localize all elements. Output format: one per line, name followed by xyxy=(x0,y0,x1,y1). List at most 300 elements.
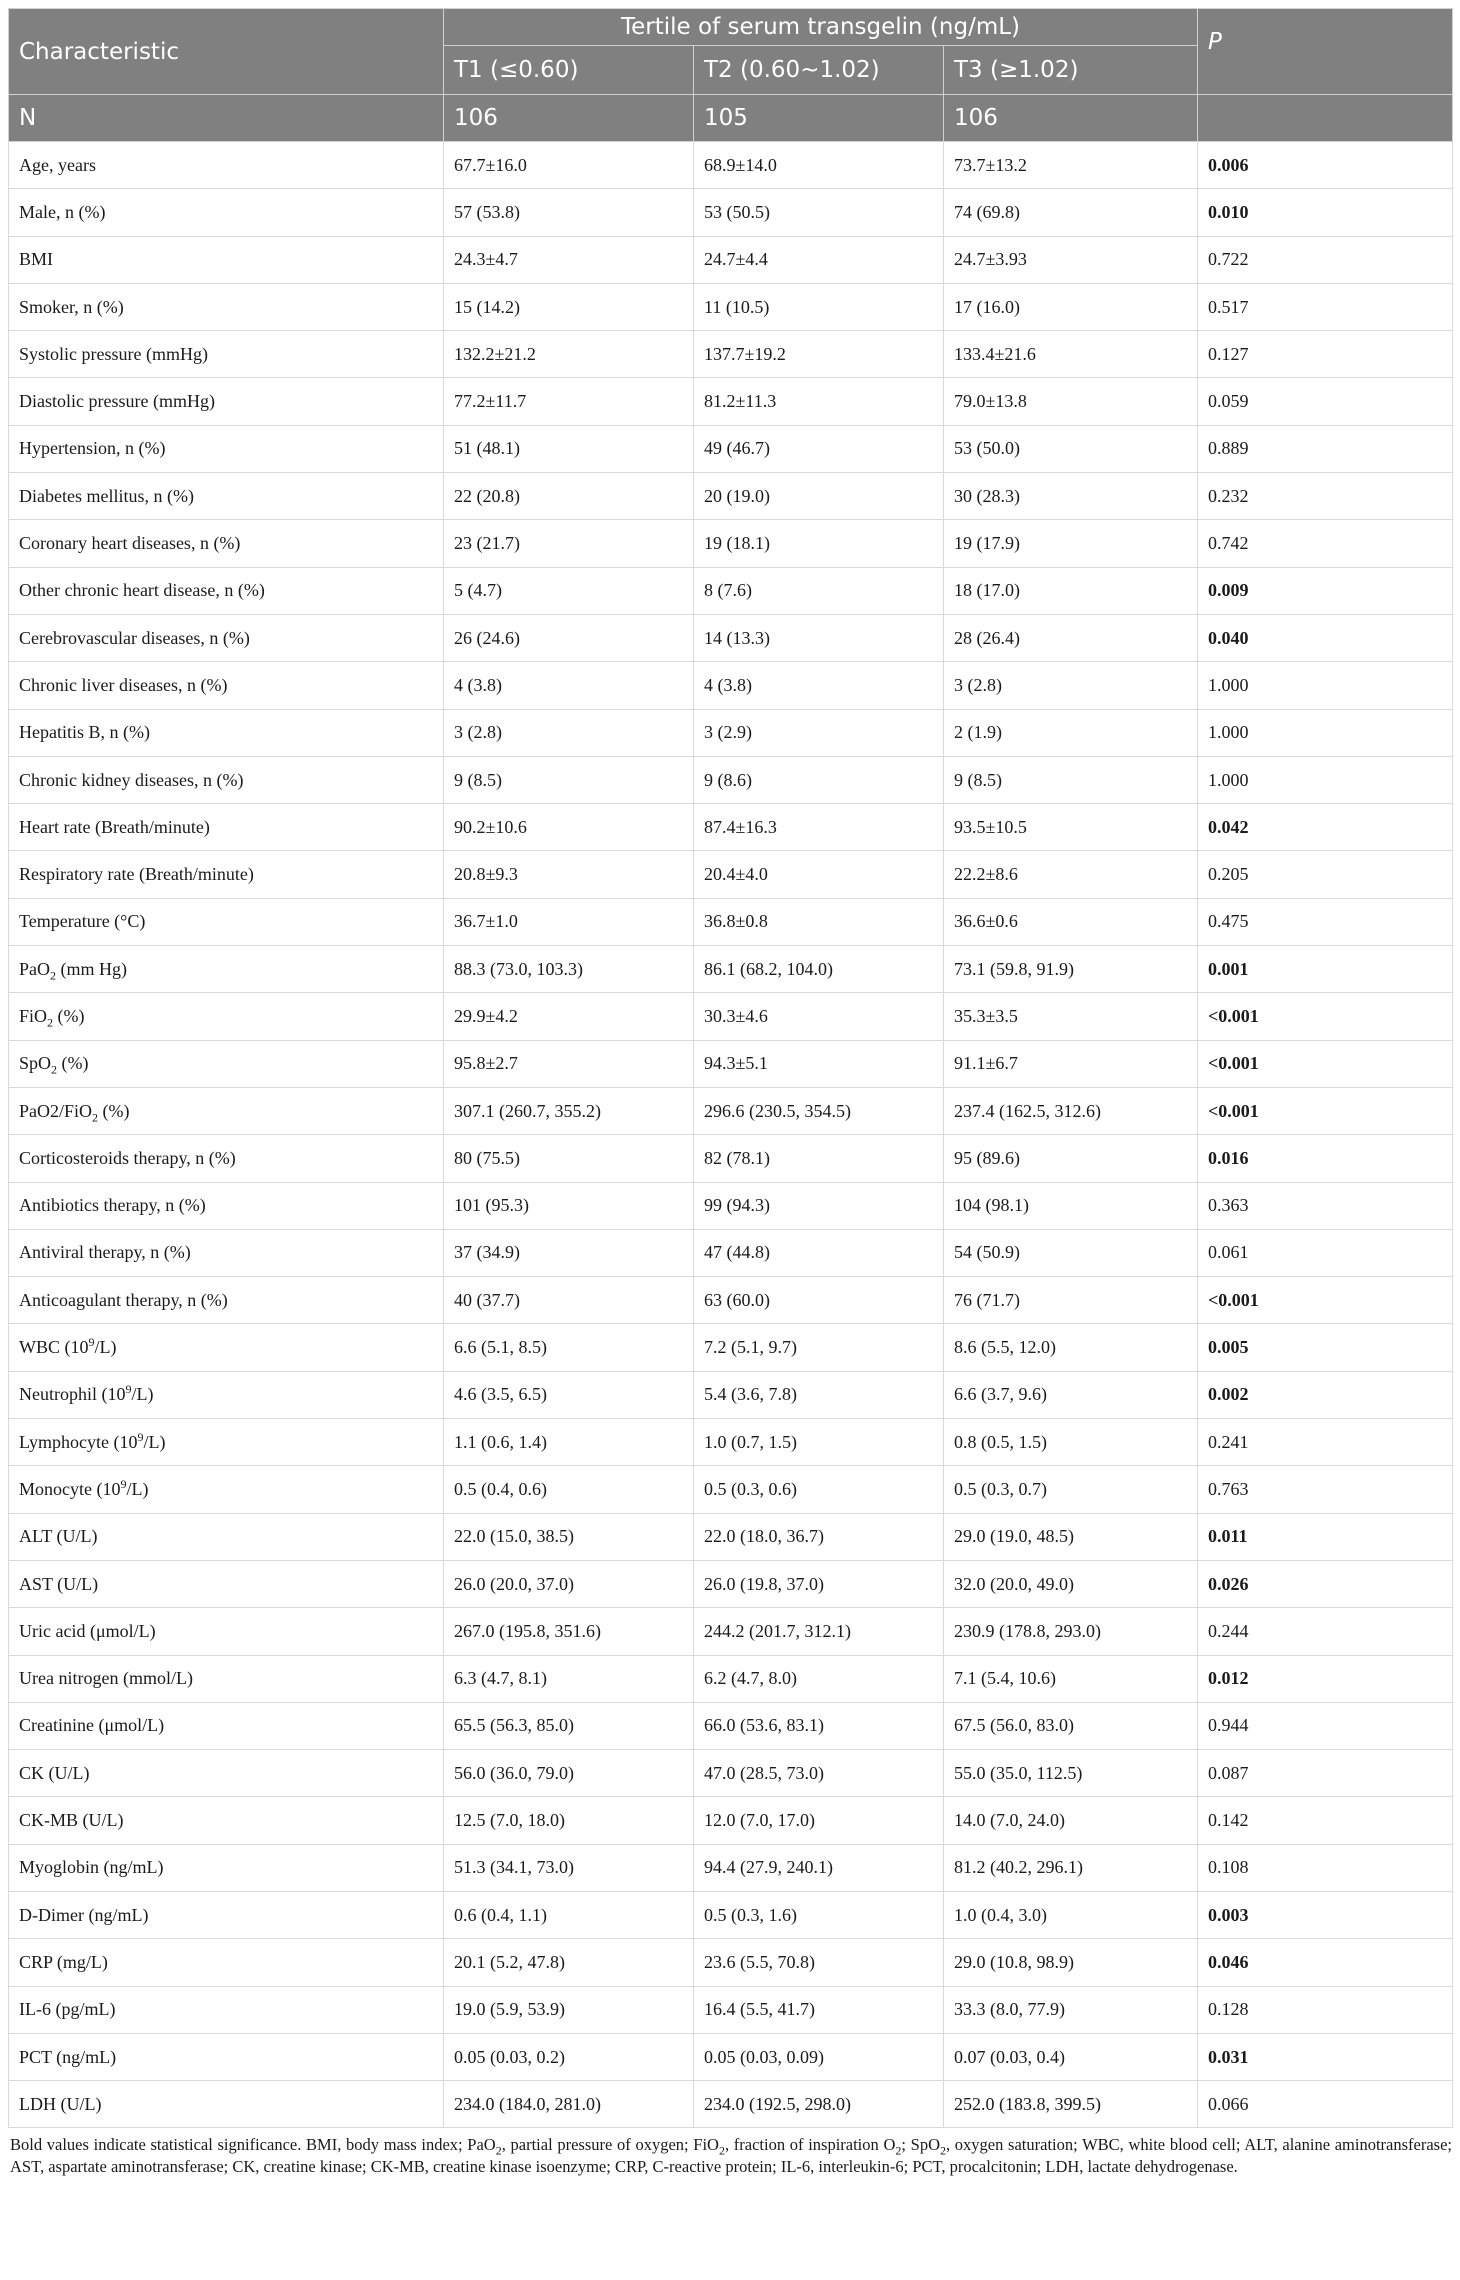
cell-p-value: 0.517 xyxy=(1198,283,1453,330)
cell-t3: 19 (17.9) xyxy=(944,520,1198,567)
row-label-text: Diabetes mellitus, n (%) xyxy=(19,485,194,506)
row-label-subscript: 2 xyxy=(50,968,56,983)
cell-t1: 12.5 (7.0, 18.0) xyxy=(444,1797,694,1844)
cell-t2: 7.2 (5.1, 9.7) xyxy=(694,1324,944,1371)
cell-t1: 6.6 (5.1, 8.5) xyxy=(444,1324,694,1371)
table-row xyxy=(9,1466,1453,1513)
cell-t3: 36.6±0.6 xyxy=(944,898,1198,945)
row-label xyxy=(9,520,444,567)
cell-t1: 56.0 (36.0, 79.0) xyxy=(444,1750,694,1797)
cell-p-value: 0.205 xyxy=(1198,851,1453,898)
row-label-superscript: 9 xyxy=(137,1429,144,1444)
cell-t1: 4 (3.8) xyxy=(444,662,694,709)
cell-t1: 88.3 (73.0, 103.3) xyxy=(444,946,694,993)
row-label-text: Chronic liver diseases, n (%) xyxy=(19,674,228,695)
row-label-text: Respiratory rate (Breath/minute) xyxy=(19,864,254,885)
table-row xyxy=(9,614,1453,661)
cell-t1: 9 (8.5) xyxy=(444,756,694,803)
row-label-text: Smoker, n (%) xyxy=(19,296,124,317)
row-label-suffix: /L) xyxy=(131,1384,154,1405)
header-n-t1: 106 xyxy=(444,95,694,142)
characteristics-table xyxy=(8,8,1453,2128)
row-label xyxy=(9,425,444,472)
cell-t3: 55.0 (35.0, 112.5) xyxy=(944,1750,1198,1797)
row-label-text: Myoglobin (ng/mL) xyxy=(19,1857,164,1878)
cell-t3: 29.0 (10.8, 98.9) xyxy=(944,1939,1198,1986)
cell-t1: 29.9±4.2 xyxy=(444,993,694,1040)
cell-t3: 252.0 (183.8, 399.5) xyxy=(944,2081,1198,2128)
header-n-p xyxy=(1198,95,1453,142)
footnote-part-3: , fraction of inspiration O xyxy=(724,2135,896,2155)
cell-t3: 29.0 (19.0, 48.5) xyxy=(944,1513,1198,1560)
cell-t3: 32.0 (20.0, 49.0) xyxy=(944,1560,1198,1607)
row-label xyxy=(9,804,444,851)
cell-t1: 22.0 (15.0, 38.5) xyxy=(444,1513,694,1560)
header-n-t3: 106 xyxy=(944,95,1198,142)
cell-p-value: <0.001 xyxy=(1198,1087,1453,1134)
cell-t3: 3 (2.8) xyxy=(944,662,1198,709)
cell-t3: 8.6 (5.5, 12.0) xyxy=(944,1324,1198,1371)
row-label xyxy=(9,473,444,520)
table-row xyxy=(9,1229,1453,1276)
header-t2: T2 (0.60~1.02) xyxy=(694,46,944,95)
cell-t2: 30.3±4.6 xyxy=(694,993,944,1040)
table-row xyxy=(9,1560,1453,1607)
row-label xyxy=(9,378,444,425)
row-label-suffix: /L) xyxy=(143,1431,166,1452)
cell-p-value: 0.003 xyxy=(1198,1891,1453,1938)
cell-p-value: 0.061 xyxy=(1198,1229,1453,1276)
cell-t2: 234.0 (192.5, 298.0) xyxy=(694,2081,944,2128)
row-label xyxy=(9,1655,444,1702)
cell-t1: 132.2±21.2 xyxy=(444,331,694,378)
cell-t2: 63 (60.0) xyxy=(694,1277,944,1324)
footnote-sub-3: 2 xyxy=(895,2143,902,2158)
row-label-text: Neutrophil (10 xyxy=(19,1384,126,1405)
table-row xyxy=(9,520,1453,567)
table-row xyxy=(9,378,1453,425)
cell-t2: 0.5 (0.3, 1.6) xyxy=(694,1891,944,1938)
cell-t3: 74 (69.8) xyxy=(944,189,1198,236)
table-row xyxy=(9,1277,1453,1324)
row-label-text: Uric acid (μmol/L) xyxy=(19,1620,156,1641)
row-label-suffix: /L) xyxy=(126,1478,149,1499)
table-row xyxy=(9,567,1453,614)
row-label xyxy=(9,142,444,189)
table-row xyxy=(9,662,1453,709)
cell-t3: 53 (50.0) xyxy=(944,425,1198,472)
table-container xyxy=(8,8,1452,2178)
cell-t3: 24.7±3.93 xyxy=(944,236,1198,283)
cell-t2: 94.3±5.1 xyxy=(694,1040,944,1087)
row-label-text: WBC (10 xyxy=(19,1337,89,1358)
table-row xyxy=(9,1040,1453,1087)
cell-t2: 5.4 (3.6, 7.8) xyxy=(694,1371,944,1418)
table-row xyxy=(9,2081,1453,2128)
cell-t3: 18 (17.0) xyxy=(944,567,1198,614)
cell-t2: 0.5 (0.3, 0.6) xyxy=(694,1466,944,1513)
table-body xyxy=(9,142,1453,2128)
cell-t1: 26 (24.6) xyxy=(444,614,694,661)
cell-t3: 30 (28.3) xyxy=(944,473,1198,520)
row-label-text: PCT (ng/mL) xyxy=(19,2046,117,2067)
cell-p-value: 0.059 xyxy=(1198,378,1453,425)
header-n-label: N xyxy=(9,95,444,142)
cell-t3: 1.0 (0.4, 3.0) xyxy=(944,1891,1198,1938)
row-label xyxy=(9,1324,444,1371)
row-label xyxy=(9,2081,444,2128)
cell-p-value: 0.232 xyxy=(1198,473,1453,520)
row-label xyxy=(9,662,444,709)
cell-t1: 95.8±2.7 xyxy=(444,1040,694,1087)
row-label xyxy=(9,1229,444,1276)
cell-p-value: <0.001 xyxy=(1198,1277,1453,1324)
header-p-value: P xyxy=(1198,9,1453,95)
row-label xyxy=(9,1087,444,1134)
cell-t2: 14 (13.3) xyxy=(694,614,944,661)
row-label-text: Hepatitis B, n (%) xyxy=(19,722,150,743)
row-label-text: Hypertension, n (%) xyxy=(19,438,166,459)
cell-t3: 93.5±10.5 xyxy=(944,804,1198,851)
table-row xyxy=(9,1750,1453,1797)
cell-t3: 17 (16.0) xyxy=(944,283,1198,330)
cell-p-value: 0.763 xyxy=(1198,1466,1453,1513)
footnote-sub-4: 2 xyxy=(939,2143,946,2158)
table-row xyxy=(9,1844,1453,1891)
row-label-superscript: 9 xyxy=(125,1382,132,1397)
row-label-text: Creatinine (μmol/L) xyxy=(19,1715,165,1736)
cell-p-value: 0.046 xyxy=(1198,1939,1453,1986)
row-label-text: Other chronic heart disease, n (%) xyxy=(19,580,265,601)
row-label xyxy=(9,1750,444,1797)
cell-p-value: 0.010 xyxy=(1198,189,1453,236)
cell-t2: 86.1 (68.2, 104.0) xyxy=(694,946,944,993)
row-label xyxy=(9,1702,444,1749)
row-label xyxy=(9,236,444,283)
row-label xyxy=(9,1040,444,1087)
row-label-subscript: 2 xyxy=(51,1062,58,1077)
cell-p-value: <0.001 xyxy=(1198,1040,1453,1087)
row-label-text: Systolic pressure (mmHg) xyxy=(19,343,208,364)
row-label xyxy=(9,567,444,614)
table-row xyxy=(9,946,1453,993)
table-row xyxy=(9,898,1453,945)
cell-t2: 23.6 (5.5, 70.8) xyxy=(694,1939,944,1986)
cell-t3: 73.1 (59.8, 91.9) xyxy=(944,946,1198,993)
cell-t2: 66.0 (53.6, 83.1) xyxy=(694,1702,944,1749)
row-label xyxy=(9,993,444,1040)
row-label-text: IL-6 (pg/mL) xyxy=(19,1999,116,2020)
row-label xyxy=(9,1466,444,1513)
cell-t2: 22.0 (18.0, 36.7) xyxy=(694,1513,944,1560)
cell-t2: 81.2±11.3 xyxy=(694,378,944,425)
row-label-text: Antibiotics therapy, n (%) xyxy=(19,1195,206,1216)
cell-p-value: 0.012 xyxy=(1198,1655,1453,1702)
table-row xyxy=(9,1087,1453,1134)
row-label-text: Monocyte (10 xyxy=(19,1478,121,1499)
row-label xyxy=(9,1135,444,1182)
row-label-text: Male, n (%) xyxy=(19,201,106,222)
row-label-text: Urea nitrogen (mmol/L) xyxy=(19,1668,193,1689)
cell-t3: 22.2±8.6 xyxy=(944,851,1198,898)
cell-t1: 5 (4.7) xyxy=(444,567,694,614)
cell-t1: 267.0 (195.8, 351.6) xyxy=(444,1608,694,1655)
row-label xyxy=(9,1844,444,1891)
cell-t1: 101 (95.3) xyxy=(444,1182,694,1229)
cell-t2: 3 (2.9) xyxy=(694,709,944,756)
cell-t3: 0.5 (0.3, 0.7) xyxy=(944,1466,1198,1513)
row-label-suffix: /L) xyxy=(94,1337,117,1358)
cell-t1: 19.0 (5.9, 53.9) xyxy=(444,1986,694,2033)
cell-t1: 20.8±9.3 xyxy=(444,851,694,898)
cell-t1: 51 (48.1) xyxy=(444,425,694,472)
cell-t3: 0.07 (0.03, 0.4) xyxy=(944,2033,1198,2080)
row-label xyxy=(9,1986,444,2033)
row-label-text: Chronic kidney diseases, n (%) xyxy=(19,769,244,790)
cell-t2: 47.0 (28.5, 73.0) xyxy=(694,1750,944,1797)
cell-t3: 73.7±13.2 xyxy=(944,142,1198,189)
row-label-text: AST (U/L) xyxy=(19,1573,99,1594)
cell-t1: 51.3 (34.1, 73.0) xyxy=(444,1844,694,1891)
table-row xyxy=(9,1655,1453,1702)
row-label-superscript: 9 xyxy=(88,1335,95,1350)
cell-p-value: 0.944 xyxy=(1198,1702,1453,1749)
row-label-text: Age, years xyxy=(19,154,96,175)
row-label xyxy=(9,283,444,330)
cell-t1: 26.0 (20.0, 37.0) xyxy=(444,1560,694,1607)
cell-p-value: 0.006 xyxy=(1198,142,1453,189)
cell-t3: 33.3 (8.0, 77.9) xyxy=(944,1986,1198,2033)
cell-t2: 19 (18.1) xyxy=(694,520,944,567)
row-label xyxy=(9,331,444,378)
cell-t2: 8 (7.6) xyxy=(694,567,944,614)
table-row xyxy=(9,331,1453,378)
cell-t3: 35.3±3.5 xyxy=(944,993,1198,1040)
cell-p-value: 0.475 xyxy=(1198,898,1453,945)
row-label-text: BMI xyxy=(19,249,54,270)
cell-t1: 20.1 (5.2, 47.8) xyxy=(444,1939,694,1986)
row-label xyxy=(9,2033,444,2080)
cell-p-value: 1.000 xyxy=(1198,662,1453,709)
row-label xyxy=(9,1371,444,1418)
row-label-text: Temperature (°C) xyxy=(19,911,146,932)
row-label xyxy=(9,1182,444,1229)
footnote-sub-2: 2 xyxy=(718,2143,725,2158)
cell-t2: 1.0 (0.7, 1.5) xyxy=(694,1419,944,1466)
row-label-suffix: (mm Hg) xyxy=(56,958,127,979)
row-label xyxy=(9,1939,444,1986)
cell-t3: 81.2 (40.2, 296.1) xyxy=(944,1844,1198,1891)
cell-t3: 14.0 (7.0, 24.0) xyxy=(944,1797,1198,1844)
cell-t3: 91.1±6.7 xyxy=(944,1040,1198,1087)
cell-t2: 296.6 (230.5, 354.5) xyxy=(694,1087,944,1134)
table-row xyxy=(9,756,1453,803)
row-label-text: Antiviral therapy, n (%) xyxy=(19,1242,191,1263)
row-label-text: PaO2/FiO xyxy=(19,1100,93,1121)
header-n-t2: 105 xyxy=(694,95,944,142)
cell-t1: 77.2±11.7 xyxy=(444,378,694,425)
row-label xyxy=(9,1560,444,1607)
cell-t1: 234.0 (184.0, 281.0) xyxy=(444,2081,694,2128)
cell-p-value: 1.000 xyxy=(1198,709,1453,756)
row-label-text: LDH (U/L) xyxy=(19,2093,102,2114)
table-row xyxy=(9,1419,1453,1466)
row-label-text: Heart rate (Breath/minute) xyxy=(19,816,210,837)
cell-t3: 230.9 (178.8, 293.0) xyxy=(944,1608,1198,1655)
row-label-text: CK-MB (U/L) xyxy=(19,1810,124,1831)
cell-t1: 15 (14.2) xyxy=(444,283,694,330)
cell-p-value: 0.011 xyxy=(1198,1513,1453,1560)
cell-p-value: 0.742 xyxy=(1198,520,1453,567)
cell-p-value: 0.108 xyxy=(1198,1844,1453,1891)
row-label-text: SpO xyxy=(19,1053,52,1074)
cell-t2: 36.8±0.8 xyxy=(694,898,944,945)
table-row xyxy=(9,1702,1453,1749)
table-row xyxy=(9,473,1453,520)
row-label-suffix: (%) xyxy=(98,1100,130,1121)
cell-t1: 4.6 (3.5, 6.5) xyxy=(444,1371,694,1418)
cell-t3: 95 (89.6) xyxy=(944,1135,1198,1182)
row-label-subscript: 2 xyxy=(47,1015,54,1030)
row-label xyxy=(9,851,444,898)
table-row xyxy=(9,993,1453,1040)
table-row xyxy=(9,1324,1453,1371)
row-label-subscript: 2 xyxy=(92,1110,99,1125)
table-row xyxy=(9,283,1453,330)
cell-p-value: 0.026 xyxy=(1198,1560,1453,1607)
cell-t1: 37 (34.9) xyxy=(444,1229,694,1276)
row-label-text: CK (U/L) xyxy=(19,1762,90,1783)
cell-p-value: 0.001 xyxy=(1198,946,1453,993)
cell-t1: 65.5 (56.3, 85.0) xyxy=(444,1702,694,1749)
cell-p-value: 0.244 xyxy=(1198,1608,1453,1655)
header-t3: T3 (≥1.02) xyxy=(944,46,1198,95)
table-row xyxy=(9,1797,1453,1844)
cell-t2: 53 (50.5) xyxy=(694,189,944,236)
cell-p-value: 1.000 xyxy=(1198,756,1453,803)
cell-t1: 0.5 (0.4, 0.6) xyxy=(444,1466,694,1513)
cell-t3: 67.5 (56.0, 83.0) xyxy=(944,1702,1198,1749)
table-row xyxy=(9,236,1453,283)
footnote-part-2: , partial pressure of oxygen; FiO xyxy=(501,2135,719,2155)
row-label-text: Anticoagulant therapy, n (%) xyxy=(19,1289,228,1310)
table-footnote xyxy=(8,2134,1452,2178)
cell-t3: 237.4 (162.5, 312.6) xyxy=(944,1087,1198,1134)
cell-p-value: 0.009 xyxy=(1198,567,1453,614)
row-label-superscript: 9 xyxy=(120,1476,127,1491)
header-characteristic: Characteristic xyxy=(9,9,444,95)
table-row xyxy=(9,142,1453,189)
row-label-text: FiO xyxy=(19,1005,48,1026)
cell-t1: 22 (20.8) xyxy=(444,473,694,520)
cell-p-value: 0.040 xyxy=(1198,614,1453,661)
row-label xyxy=(9,1419,444,1466)
row-label xyxy=(9,614,444,661)
cell-t2: 47 (44.8) xyxy=(694,1229,944,1276)
table-row xyxy=(9,1182,1453,1229)
cell-t2: 68.9±14.0 xyxy=(694,142,944,189)
table-row xyxy=(9,851,1453,898)
cell-t2: 4 (3.8) xyxy=(694,662,944,709)
footnote-part-5: , oxygen saturation; WBC, white blood cell; ALT, alanine aminotransferase; AST, aspartate aminotransferase; CK, creatine kinase; CK-MB, creatine kinase isoenzyme; CRP, C-reactive protein; IL-6, interleukin-6; PCT, procalcitonin; LDH, lactate dehydrogenase. xyxy=(10,2135,1452,2177)
row-label xyxy=(9,1797,444,1844)
cell-t1: 307.1 (260.7, 355.2) xyxy=(444,1087,694,1134)
row-label xyxy=(9,709,444,756)
row-label xyxy=(9,1891,444,1938)
cell-p-value: 0.128 xyxy=(1198,1986,1453,2033)
cell-t1: 3 (2.8) xyxy=(444,709,694,756)
cell-t2: 99 (94.3) xyxy=(694,1182,944,1229)
cell-t1: 90.2±10.6 xyxy=(444,804,694,851)
cell-p-value: 0.002 xyxy=(1198,1371,1453,1418)
cell-p-value: <0.001 xyxy=(1198,993,1453,1040)
cell-t2: 11 (10.5) xyxy=(694,283,944,330)
cell-t2: 49 (46.7) xyxy=(694,425,944,472)
cell-t2: 20.4±4.0 xyxy=(694,851,944,898)
cell-t2: 137.7±19.2 xyxy=(694,331,944,378)
cell-t3: 7.1 (5.4, 10.6) xyxy=(944,1655,1198,1702)
cell-p-value: 0.889 xyxy=(1198,425,1453,472)
cell-t2: 82 (78.1) xyxy=(694,1135,944,1182)
cell-p-value: 0.142 xyxy=(1198,1797,1453,1844)
row-label-text: Diastolic pressure (mmHg) xyxy=(19,391,215,412)
row-label-text: D-Dimer (ng/mL) xyxy=(19,1904,149,1925)
row-label-text: Lymphocyte (10 xyxy=(19,1431,138,1452)
cell-t1: 0.6 (0.4, 1.1) xyxy=(444,1891,694,1938)
cell-t1: 40 (37.7) xyxy=(444,1277,694,1324)
cell-t2: 9 (8.6) xyxy=(694,756,944,803)
table-row xyxy=(9,804,1453,851)
cell-t3: 9 (8.5) xyxy=(944,756,1198,803)
cell-t3: 28 (26.4) xyxy=(944,614,1198,661)
cell-t1: 24.3±4.7 xyxy=(444,236,694,283)
table-row xyxy=(9,1939,1453,1986)
cell-t2: 26.0 (19.8, 37.0) xyxy=(694,1560,944,1607)
row-label-suffix: (%) xyxy=(53,1005,85,1026)
row-label-text: Cerebrovascular diseases, n (%) xyxy=(19,627,250,648)
cell-t3: 79.0±13.8 xyxy=(944,378,1198,425)
row-label-text: Corticosteroids therapy, n (%) xyxy=(19,1147,236,1168)
table-row xyxy=(9,1891,1453,1938)
table-row xyxy=(9,2033,1453,2080)
cell-t2: 244.2 (201.7, 312.1) xyxy=(694,1608,944,1655)
table-row xyxy=(9,1608,1453,1655)
row-label-text: ALT (U/L) xyxy=(19,1526,98,1547)
row-label xyxy=(9,946,444,993)
cell-t3: 133.4±21.6 xyxy=(944,331,1198,378)
cell-t2: 20 (19.0) xyxy=(694,473,944,520)
cell-t3: 54 (50.9) xyxy=(944,1229,1198,1276)
footnote-part-4: ; SpO xyxy=(901,2135,940,2155)
cell-t2: 16.4 (5.5, 41.7) xyxy=(694,1986,944,2033)
table-header xyxy=(9,9,1453,142)
cell-t3: 0.8 (0.5, 1.5) xyxy=(944,1419,1198,1466)
cell-t3: 6.6 (3.7, 9.6) xyxy=(944,1371,1198,1418)
cell-t1: 23 (21.7) xyxy=(444,520,694,567)
table-row xyxy=(9,709,1453,756)
table-row xyxy=(9,189,1453,236)
cell-t1: 36.7±1.0 xyxy=(444,898,694,945)
row-label xyxy=(9,756,444,803)
cell-p-value: 0.016 xyxy=(1198,1135,1453,1182)
header-t1: T1 (≤0.60) xyxy=(444,46,694,95)
table-row xyxy=(9,1135,1453,1182)
row-label xyxy=(9,1608,444,1655)
cell-t1: 57 (53.8) xyxy=(444,189,694,236)
table-row xyxy=(9,1513,1453,1560)
cell-t1: 6.3 (4.7, 8.1) xyxy=(444,1655,694,1702)
header-tertile-title: Tertile of serum transgelin (ng/mL) xyxy=(444,9,1198,46)
